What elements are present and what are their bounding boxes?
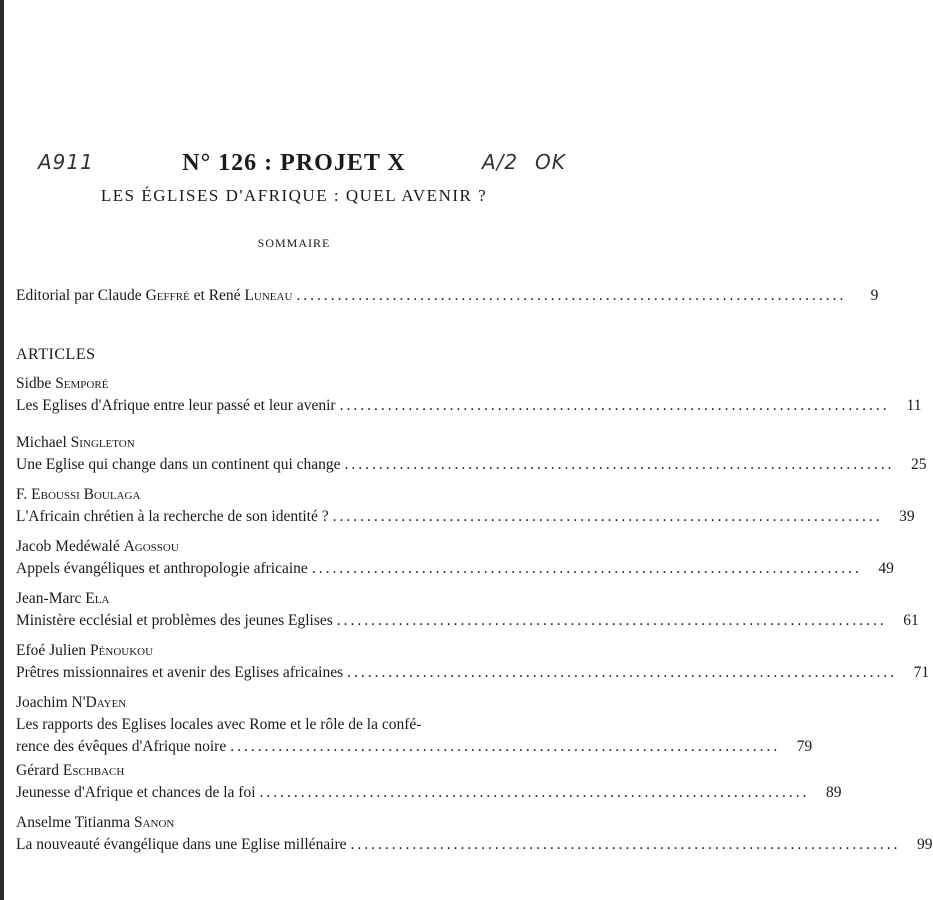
handwritten-note-right-2: OK — [535, 150, 566, 174]
page-number: 99 — [917, 836, 933, 853]
page-number: 89 — [826, 784, 842, 801]
leader-dots: ................................................................................ — [347, 664, 898, 681]
article-author: Gérard Eschbach — [16, 762, 125, 779]
handwritten-note-left: A911 — [38, 150, 94, 174]
issue-subtitle: LES ÉGLISES D'AFRIQUE : QUEL AVENIR ? — [100, 186, 488, 205]
page-number: 9 — [870, 287, 879, 304]
page-number: 61 — [903, 612, 919, 629]
article-title: Appels évangéliques et anthropologie africaine — [16, 560, 308, 577]
article-author: Joachim N'Dayen — [16, 694, 127, 711]
article-entry — [16, 373, 922, 417]
article-title: La nouveauté évangélique dans une Eglise millénaire — [16, 836, 347, 853]
issue-title: N° 126 : PROJET X — [182, 150, 406, 176]
leader-dots: ................................................................................ — [259, 784, 810, 801]
leader-dots: ................................................................................ — [336, 612, 887, 629]
article-entry — [16, 432, 927, 476]
page-number: 71 — [913, 664, 930, 681]
leader-dots: ................................................................................ — [339, 397, 890, 414]
leader-dots: ................................................................................ — [344, 456, 895, 473]
article-author: F. Eboussi Boulaga — [16, 486, 141, 503]
article-entry — [16, 640, 930, 684]
leader-dots: ................................................................................ — [311, 560, 862, 577]
leader-dots: ................................................................................ — [296, 287, 847, 304]
page-number: 25 — [911, 456, 927, 473]
page-number: 11 — [906, 397, 922, 414]
article-entry — [16, 484, 915, 528]
article-entry — [16, 812, 933, 856]
section-heading-articles: ARTICLES — [16, 346, 96, 363]
article-title: Les Eglises d'Afrique entre leur passé et leur avenir — [16, 397, 336, 414]
leader-dots: ................................................................................ — [332, 508, 883, 525]
page-number: 39 — [899, 508, 915, 525]
handwritten-note-right-1: A/2 — [482, 150, 519, 174]
article-title: rence des évêques d'Afrique noire — [16, 738, 227, 755]
article-author: Michael Singleton — [16, 434, 135, 451]
article-author: Jacob Medéwalé Agossou — [16, 538, 179, 555]
leader-dots: ................................................................................ — [230, 738, 781, 755]
page-number: 49 — [878, 560, 894, 577]
article-author: Anselme Titianma Sanon — [16, 814, 175, 831]
page-number: 79 — [796, 738, 813, 755]
article-author: Sidbe Semporé — [16, 375, 109, 392]
article-entry — [16, 760, 842, 804]
article-author: Efoé Julien Pénoukou — [16, 642, 154, 659]
article-entry — [16, 536, 894, 580]
article-entry — [16, 692, 813, 758]
sommaire-heading: SOMMAIRE — [257, 236, 331, 250]
editorial-text: Editorial par Claude Geffré et René Luneau — [16, 287, 293, 304]
page-edge-shadow — [0, 0, 4, 900]
editorial-entry — [16, 285, 879, 307]
article-entry — [16, 588, 919, 632]
article-title: Une Eglise qui change dans un continent qui change — [16, 456, 341, 473]
article-title: Ministère ecclésial et problèmes des jeunes Eglises — [16, 612, 333, 629]
article-title: Jeunesse d'Afrique et chances de la foi — [16, 784, 256, 801]
article-title: L'Africain chrétien à la recherche de son identité ? — [16, 508, 329, 525]
article-title-line-1: Les rapports des Eglises locales avec Rome et le rôle de la confé- — [16, 716, 422, 733]
article-title: Prêtres missionnaires et avenir des Eglises africaines — [16, 664, 344, 681]
leader-dots: ................................................................................ — [350, 836, 901, 853]
article-author: Jean-Marc Ela — [16, 590, 110, 607]
